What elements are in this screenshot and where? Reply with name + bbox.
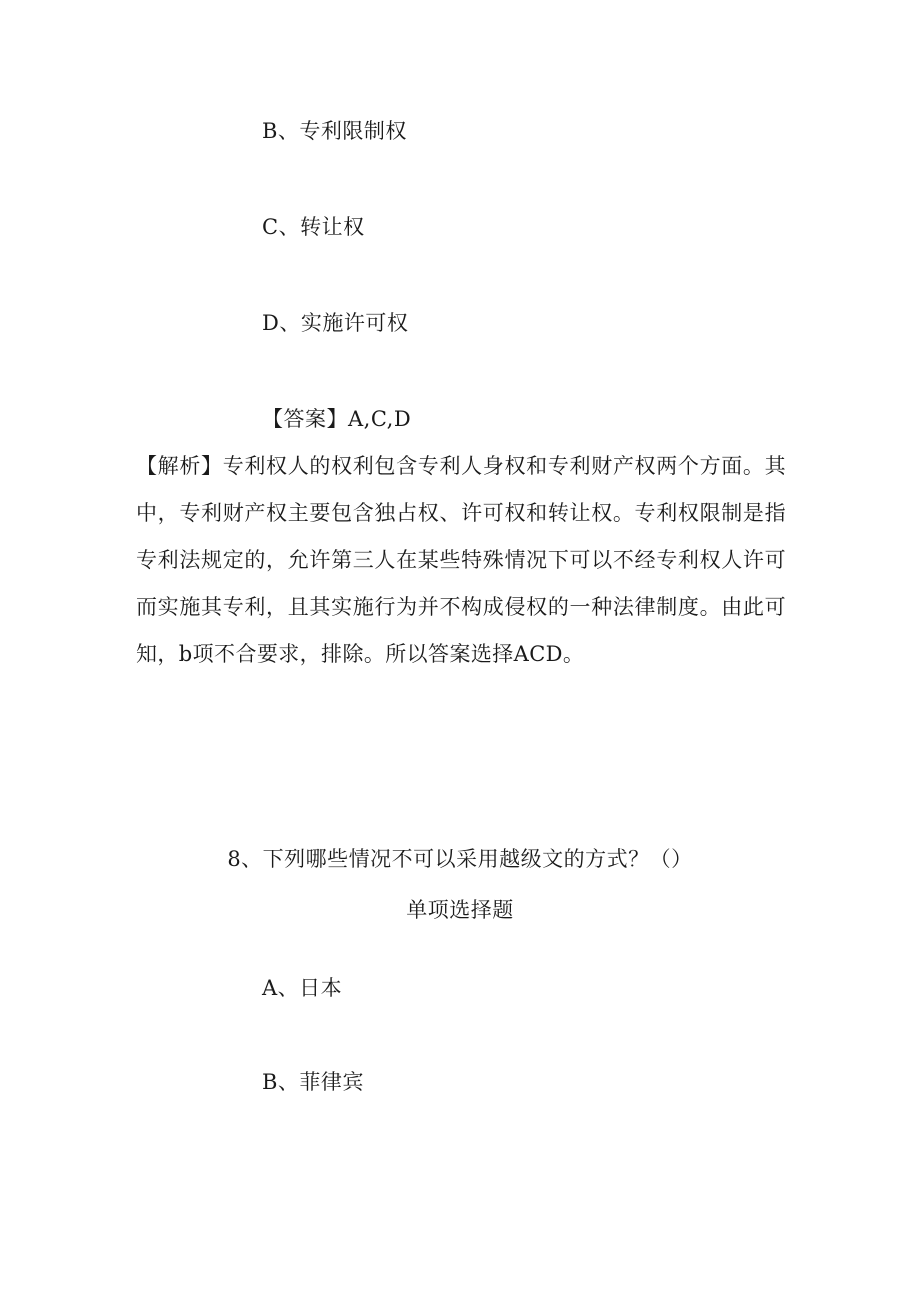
option-d: D、实施许可权 [262,311,409,335]
answer-line: 【答案】A,C,D [262,407,412,431]
option-b: B、专利限制权 [262,119,407,143]
q8-option-b: B、菲律宾 [262,1070,364,1094]
option-c: C、转让权 [262,215,365,239]
question-8-text: 8、下列哪些情况不可以采用越级文的方式？（） [227,847,693,871]
analysis-paragraph: 【解析】专利权人的权利包含专利人身权和专利财产权两个方面。其中，专利财产权主要包含独占权、许可权和转让权。专利权限制是指专利法规定的，允许第三人在某些特殊情况下可以不经专利权人许可而实施其专利，且其实施行为并不构成侵权的一种法律制度。由此可知，b项不合要求，排除。所以答案选择ACD。 [136,454,786,666]
question-type: 单项选择题 [406,898,514,922]
q8-option-a: A、日本 [262,976,343,1000]
